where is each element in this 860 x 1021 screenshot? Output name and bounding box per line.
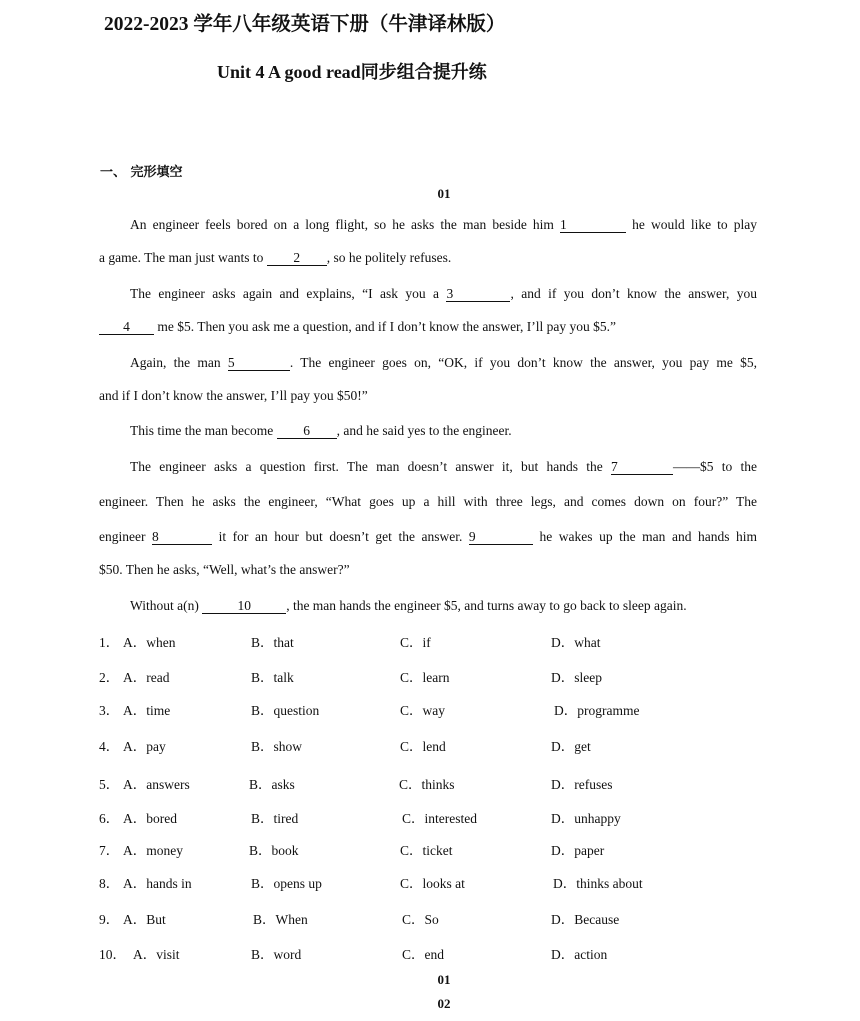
option-d: D．unhappy <box>551 811 621 826</box>
blank-1: 1 <box>560 218 626 233</box>
section-heading: 一、 完形填空 <box>100 165 183 180</box>
option-d: D．what <box>551 635 601 650</box>
option-d: D．Because <box>551 912 620 927</box>
option-b: B．show <box>251 739 303 754</box>
passage-line: $50. Then he asks, “Well, what’s the answer?” <box>99 562 350 577</box>
option-b: B．opens up <box>251 876 322 891</box>
passage-line: Again, the man 5 . The engineer goes on, “OK, if you don’t know the answer, you pay me $5, <box>130 355 757 370</box>
option-c: C．lend <box>400 739 446 754</box>
option-c: C．ticket <box>400 843 453 858</box>
passage-line: engineer 8 it for an hour but doesn’t get the answer. 9 he wakes up the man and hands him <box>99 529 758 544</box>
passage-line: engineer. Then he asks the engineer, “What goes up a hill with three legs, and comes down on four?” The <box>99 494 757 509</box>
option-d: D．action <box>551 947 608 962</box>
option-c: C．thinks <box>399 777 455 792</box>
option-b: B．tired <box>251 811 299 826</box>
option-a: A．visit <box>133 947 180 962</box>
option-d: D．refuses <box>551 777 613 792</box>
passage-line: a game. The man just wants to 2 , so he politely refuses. <box>99 250 452 265</box>
option-c: C．interested <box>402 811 477 826</box>
option-b: B．talk <box>251 670 294 685</box>
option-c: C．So <box>402 912 439 927</box>
blank-10: 10 <box>202 599 286 614</box>
option-d: D．get <box>551 739 591 754</box>
passage-line: 4 me $5. Then you ask me a question, and if I don’t know the answer, I’ll pay you $5.” <box>99 318 757 336</box>
option-a: A．read <box>123 670 170 685</box>
option-d: D．thinks about <box>553 876 643 891</box>
option-a: A．time <box>123 703 171 718</box>
option-b: B．question <box>251 703 320 718</box>
blank-4: 4 <box>99 320 154 335</box>
option-c: C．way <box>400 703 445 718</box>
option-c: C．if <box>400 635 431 650</box>
passage-line: An engineer feels bored on a long flight, so he asks the man beside him 1 he would like to play <box>130 217 758 232</box>
passage-line: This time the man become 6 , and he said yes to the engineer. <box>130 423 512 438</box>
option-a: A．answers <box>123 777 190 792</box>
option-b: B．book <box>249 843 299 858</box>
option-a: A．bored <box>123 811 177 826</box>
option-d: D．sleep <box>551 670 602 685</box>
blank-8: 8 <box>152 530 212 545</box>
passage-line: and if I don’t know the answer, I’ll pay you $50!” <box>99 388 368 403</box>
document-title: 2022-2023 学年八年级英语下册（牛津译林版） <box>104 14 506 35</box>
blank-3: 3 <box>446 287 510 302</box>
option-a: A．pay <box>123 739 166 754</box>
option-a: A．when <box>123 635 176 650</box>
option-b: B．word <box>251 947 302 962</box>
passage-line: The engineer asks a question first. The man doesn’t answer it, but hands the 7 ——$5 to the <box>130 459 758 474</box>
passage-line: Without a(n) 10 , the man hands the engineer $5, and turns away to go back to sleep again. <box>130 598 687 613</box>
option-a: A．hands in <box>123 876 192 891</box>
document-subtitle: Unit 4 A good read同步组合提升练 <box>217 62 487 82</box>
option-d: D．paper <box>551 843 605 858</box>
option-d: D．programme <box>554 703 640 718</box>
option-a: A．But <box>123 912 166 927</box>
option-b: B．asks <box>249 777 295 792</box>
footer-number: 02 <box>437 996 451 1011</box>
passage-line: The engineer asks again and explains, “I ask you a 3 , and if you don’t know the answer, you <box>130 286 757 301</box>
blank-9: 9 <box>469 530 533 545</box>
option-c: C．looks at <box>400 876 465 891</box>
option-b: B．that <box>251 635 294 650</box>
passage-number: 01 <box>437 186 451 201</box>
option-c: C．learn <box>400 670 450 685</box>
option-a: A．money <box>123 843 183 858</box>
blank-2: 2 <box>267 251 327 266</box>
blank-6: 6 <box>277 424 337 439</box>
option-c: C．end <box>402 947 444 962</box>
option-b: B．When <box>253 912 308 927</box>
footer-number: 01 <box>437 972 451 987</box>
blank-5: 5 <box>228 356 290 371</box>
blank-7: 7 <box>611 460 673 475</box>
